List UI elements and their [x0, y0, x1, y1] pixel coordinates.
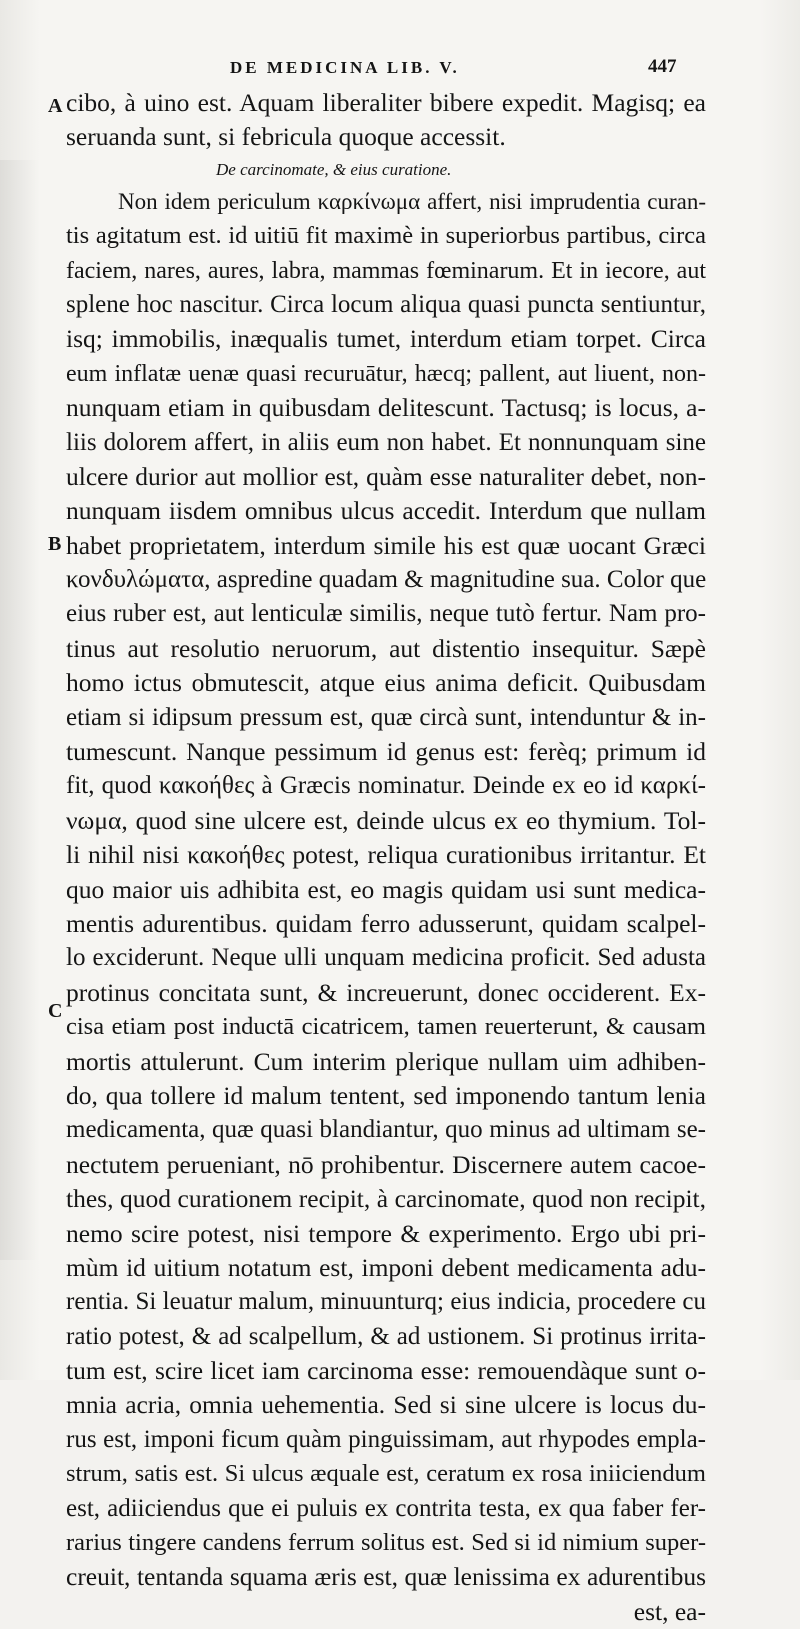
text-line: strum, satis est. Si ulcus æquale est, ceratum ex rosa iniiciendum	[66, 1460, 706, 1488]
text-line: faciem, nares, aures, labra, mammas fœminarum. Et in iecore, aut	[66, 257, 706, 284]
text-line: est, adiiciendus que ei puluis ex contrita testa, ex qua faber fer-	[66, 1494, 706, 1522]
text-line: ulcere durior aut mollior est, quàm esse naturaliter debet, non-	[66, 461, 706, 491]
text-line: rus est, imponi ficum quàm pinguissimam, aut rhypodes empla-	[66, 1425, 706, 1453]
gutter-shadow	[0, 160, 40, 1260]
text-line: medicamenta, quæ quasi blandiantur, quo minus ad ultimam se-	[66, 1116, 706, 1144]
text-line: habet proprietatem, interdum simile his est quæ uocant Græci	[66, 530, 706, 560]
text-line: mentis adurentibus. quidam ferro adusserunt, quidam scalpel-	[66, 908, 706, 938]
text-line: eius ruber est, aut lenticulæ similis, neque tutò fertur. Nam pro-	[66, 600, 706, 628]
text-line: tis agitatum est. id uitiū fit maximè in superiorbus partibus, circa	[66, 222, 706, 250]
text-line: cibo, à uino est. Aquam liberaliter bibere expedit. Magisq; ea	[66, 88, 706, 117]
text-line: homo ictus obmutescit, atque eius anima deficit. Quibusdam	[66, 668, 706, 698]
text-line: κονδυλώματα, aspredine quadam & magnitudine sua. Color que	[66, 566, 707, 594]
text-line: nunquam iisdem omnibus ulcus accedit. Interdum que nullam	[66, 496, 706, 526]
text-line: eum inflatæ uenæ quasi recuruātur, hæcq; pallent, aut liuent, non-	[66, 360, 706, 387]
text-line: nectutem perueniant, nō prohibentur. Discernere autem cacoe-	[66, 1149, 706, 1179]
running-header: DE MEDICINA LIB. V.	[230, 58, 460, 77]
section-heading: De carcinomate, & eius curatione.	[216, 159, 452, 179]
text-line: Non idem periculum καρκίνωμα affert, nisi imprudentia curan-	[118, 188, 706, 214]
text-line: isq; immobilis, inæqualis tumet, interdum etiam torpet. Circa	[66, 324, 706, 354]
page-number: 447	[648, 56, 677, 77]
text-line: tumescunt. Nanque pessimum id genus est: ferèq; primum id	[66, 737, 706, 767]
text-line: li nihil nisi κακοήθες potest, reliqua curationibus irritantur. Et	[66, 840, 706, 870]
text-line: rentia. Si leuatur malum, minuunturq; eius indicia, procedere cu	[66, 1288, 706, 1316]
text-line: cisa etiam post inductā cicatricem, tamen reuerterunt, & causam	[66, 1013, 706, 1041]
text-line: quo maior uis adhibita est, eo magis quidam usi sunt medica-	[66, 874, 706, 904]
text-line: tinus aut resolutio neruorum, aut distentio insequitur. Sæpè	[66, 633, 706, 663]
text-line: nemo scire potest, nisi tempore & experimento. Ergo ubi pri-	[66, 1218, 706, 1248]
text-line: liis dolorem affert, in aliis eum non habet. Et nonnunquam sine	[66, 428, 706, 456]
text-line: fit, quod κακοήθες à Græcis nominatur. Deinde ex eo id καρκί-	[66, 772, 706, 800]
text-line: mùm id uitium notatum est, imponi debent medicamenta adu-	[66, 1252, 706, 1282]
text-line: mortis attulerunt. Cum interim plerique nullam uim adhiben-	[66, 1046, 706, 1076]
text-line: creuit, tentanda squama æris est, quæ lenissima ex adurentibus	[66, 1562, 706, 1592]
text-line: rarius tingere candens ferrum solitus est. Sed si id nimium super-	[66, 1529, 706, 1557]
text-line: mnia acria, omnia uehementia. Sed si sine ulcere is locus du-	[66, 1390, 706, 1420]
text-line: ratio potest, & ad scalpellum, & ad ustionem. Si protinus irrita-	[66, 1322, 706, 1350]
text-line: nunquam etiam in quibusdam delitescunt. Tactusq; is locus, a-	[66, 393, 706, 423]
text-line: do, qua tollere id malum tentent, sed imponendo tantum lenia	[66, 1080, 706, 1110]
text-line: tum est, scire licet iam carcinoma esse: remouendàque sunt o-	[66, 1356, 706, 1386]
text-line: thes, quod curationem recipit, à carcinomate, quod non recipit,	[66, 1184, 706, 1214]
text-line: protinus concitata sunt, & increuerunt, donec occiderent. Ex-	[66, 977, 706, 1007]
margin-letter-a: A	[48, 95, 63, 117]
text-line: splene hoc nascitur. Circa locum aliqua quasi puncta sentiuntur,	[66, 290, 706, 318]
catchword: est, ea-	[633, 1596, 706, 1626]
text-line: νωμα, quod sine ulcere est, deinde ulcus ex eo thymium. Tol-	[66, 805, 706, 835]
text-line: seruanda sunt, si febricula quoque accessit.	[66, 122, 506, 152]
margin-letter-b: B	[48, 533, 62, 555]
text-body	[66, 86, 706, 1629]
margin-letter-c: C	[48, 1000, 63, 1022]
text-line: lo exciderunt. Neque ulli unquam medicina proficit. Sed adusta	[66, 944, 706, 972]
text-line: etiam si idipsum pressum est, quæ circà sunt, intenduntur & in-	[66, 703, 706, 731]
